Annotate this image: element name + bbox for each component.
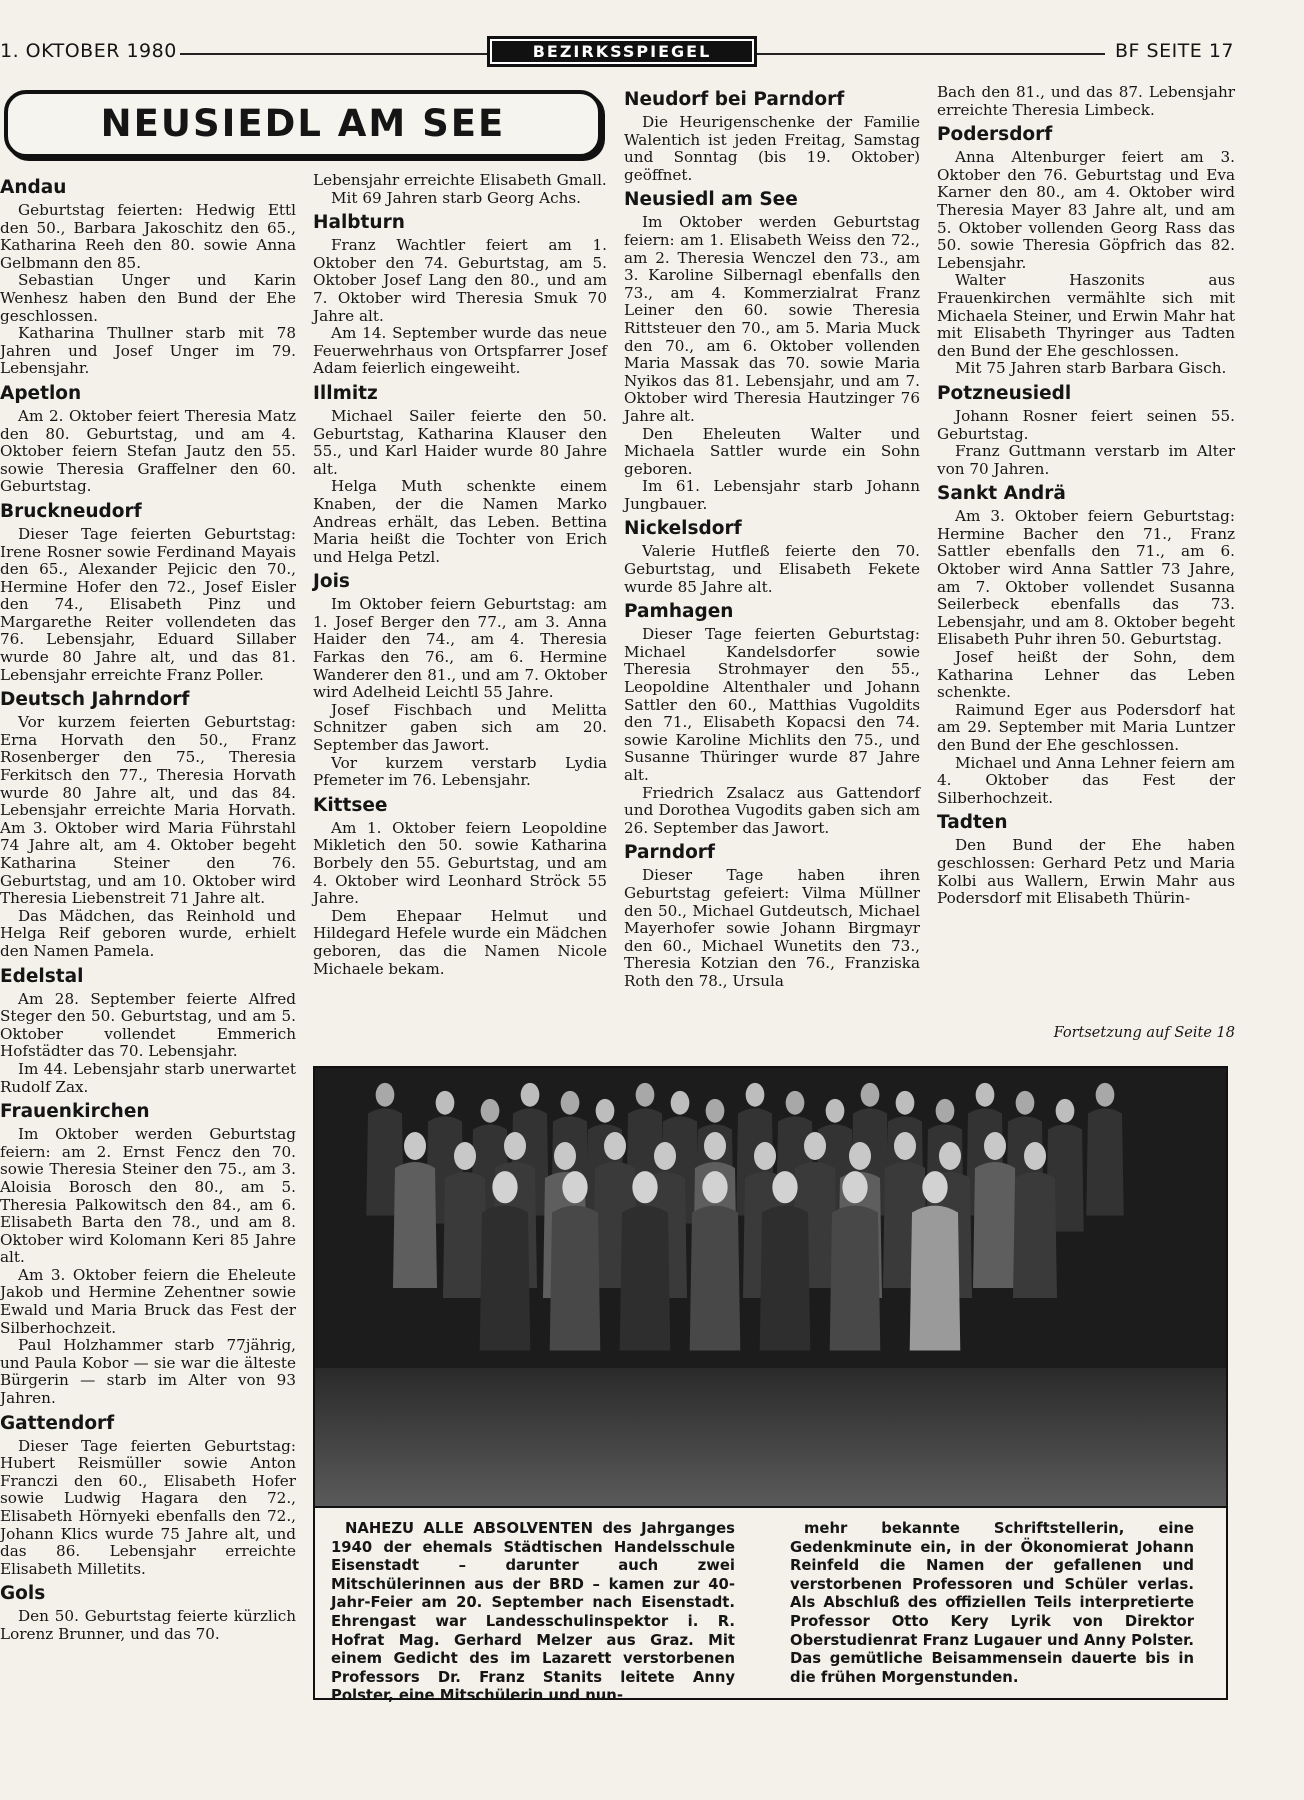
news-paragraph: Sebastian Unger und Karin Wenhesz haben den Bund der Ehe geschlossen. bbox=[0, 271, 296, 325]
place-heading: Podersdorf bbox=[937, 124, 1053, 146]
place-heading: Apetlon bbox=[0, 382, 82, 404]
news-paragraph: Im Oktober werden Geburtstag feiern: am 2. Ernst Fencz den 70. sowie Theresia Steiner den 75., am 3. Aloisia Borosch den 80., am 5. Theresia Palkowitsch den 84., am 6. Elisabeth Barta den 78., und am 8. Oktober wird Kolomann Keri 85 Jahre alt. bbox=[0, 1125, 296, 1267]
news-paragraph: Lebensjahr erreichte Elisabeth Gmall. bbox=[313, 171, 607, 189]
news-paragraph: Dieser Tage feierten Geburtstag: Michael Kandelsdorfer sowie Theresia Strohmayer den 55., Leopoldine Altenthaler und Johann Sattler den 60., Matthias Vugoldits den 71., Elisabeth Kopacsi den 74. sowie Karoline Michlits den 75., und Susanne Thüringer wurde 87 Jahre alt. bbox=[624, 625, 920, 784]
news-paragraph: Paul Holzhammer starb 77jährig, und Paula Kobor — sie war die älteste Bürgerin — starb im Alter von 93 Jahren. bbox=[0, 1336, 296, 1408]
news-paragraph: Am 28. September feierte Alfred Steger den 50. Geburtstag, und am 5. Oktober vollendet Emmerich Hofstädter das 70. Lebensjahr. bbox=[0, 989, 296, 1061]
header-rule-right bbox=[757, 53, 1105, 55]
place-heading: Frauenkirchen bbox=[0, 1101, 150, 1123]
news-paragraph: Den Eheleuten Walter und Michaela Sattler wurde ein Sohn geboren. bbox=[624, 424, 920, 478]
page-number: BF SEITE 17 bbox=[1115, 40, 1234, 62]
news-paragraph: Geburtstag feierten: Hedwig Ettl den 50., Barbara Jakoschitz den 65., Katharina Reeh den 80. sowie Anna Gelbmann den 85. bbox=[0, 201, 296, 272]
news-paragraph: Am 3. Oktober feiern die Eheleute Jakob und Hermine Zehentner sowie Ewald und Maria Bruck das Fest der Silberhochzeit. bbox=[0, 1265, 296, 1337]
group-photo bbox=[313, 1066, 1228, 1508]
section-banner bbox=[487, 36, 757, 67]
news-paragraph: Michael und Anna Lehner feiern am 4. Oktober das Fest der Silberhochzeit. bbox=[937, 753, 1235, 807]
place-heading: Neudorf bei Parndorf bbox=[624, 89, 845, 110]
news-paragraph: Dem Ehepaar Helmut und Hildegard Hefele wurde ein Mädchen geboren, das die Namen Nicole Michaele bekam. bbox=[313, 906, 607, 978]
article-column-3 bbox=[624, 84, 920, 991]
news-paragraph: Vor kurzem feierten Geburtstag: Erna Horvath den 50., Franz Rosenberger den 75., Theresia Ferkitsch den 77., Theresia Horvath wurde 80 Jahre alt, und das 84. Lebensjahr erreichte Maria Horvath. Am 3. Oktober wird Maria Führstahl 74 Jahre alt, am 4. Oktober begeht Katharina Steiner den 76. Geburtstag, und am 10. Oktober wird Theresia Liebenstreit 71 Jahre alt. bbox=[0, 713, 296, 908]
news-paragraph: Helga Muth schenkte einem Knaben, der die Namen Marko Andreas erhält, das Leben. Bettina Maria heißt die Tochter von Erich und Helga Petzl. bbox=[313, 477, 607, 566]
place-heading: Sankt Andrä bbox=[937, 483, 1066, 505]
place-heading: Neusiedl am See bbox=[624, 189, 798, 211]
place-heading: Nickelsdorf bbox=[624, 518, 742, 540]
place-heading: Deutsch Jahrndorf bbox=[0, 689, 190, 711]
news-paragraph: Dieser Tage haben ihren Geburtstag gefeiert: Vilma Müllner den 50., Michael Gutdeutsch, Michael Mayerhofer sowie Johann Birgmayr den 60., Michael Wunetits den 73., Theresia Kotzian den 76., Franziska Roth den 78., Ursula bbox=[624, 866, 920, 990]
issue-date: 1. OKTOBER 1980 bbox=[0, 40, 177, 62]
place-heading: Andau bbox=[0, 177, 67, 198]
news-paragraph: Walter Haszonits aus Frauenkirchen vermählte sich mit Michaela Steiner, und Erwin Mahr hat mit Elisabeth Thyringer aus Tadten den Bund der Ehe geschlossen. bbox=[937, 271, 1235, 360]
group-photo-image bbox=[315, 1068, 1226, 1506]
news-paragraph: Mit 75 Jahren starb Barbara Gisch. bbox=[955, 359, 1227, 378]
caption-right: mehr bekannte Schriftstellerin, eine Gedenkminute ein, in der Ökonomierat Johann Reinfeld die Namen der gefallenen und verstorbenen Professoren und Schüler verlas. Als Abschluß des offiziellen Teils interpretierte Professor Otto Kery Lyrik von Direktor Oberstudienrat Franz Lugauer und Anny Polster. Das gemütliche Beisammensein dauerte bis in die frühen Morgenstunden. bbox=[790, 1520, 1194, 1686]
news-paragraph: Am 1. Oktober feiern Leopoldine Mikletich den 50. sowie Katharina Borbely den 55. Geburtstag, und am 4. Oktober wird Leonhard Ströck 55 Jahre. bbox=[313, 818, 607, 908]
place-heading: Halbturn bbox=[313, 212, 405, 234]
article-column-2 bbox=[313, 172, 607, 978]
place-heading: Parndorf bbox=[624, 842, 715, 864]
place-heading: Potzneusiedl bbox=[937, 382, 1072, 404]
header-rule-left bbox=[180, 53, 487, 55]
news-paragraph: Im 44. Lebensjahr starb unerwartet Rudolf Zax. bbox=[0, 1059, 296, 1096]
news-paragraph: Bach den 81., und das 87. Lebensjahr erreichte Theresia Limbeck. bbox=[937, 83, 1235, 119]
region-title: NEUSIEDL AM SEE bbox=[100, 102, 506, 145]
news-paragraph: Im Oktober werden Geburtstag feiern: am 1. Elisabeth Weiss den 72., am 2. Theresia Wenczel den 73., am 3. Karoline Silbernagl ebenfalls den 73., am 4. Kommerzialrat Franz Leiner den 60. sowie Theresia Rittsteuer den 70., am 5. Maria Muck den 70., am 6. Oktober vollenden Maria Massak das 70. sowie Maria Nyikos das 81. Lebensjahr, und am 7. Oktober wird Theresia Hautzinger 76 Jahre alt. bbox=[624, 213, 920, 425]
news-paragraph: Valerie Hutfleß feierte den 70. Geburtstag, und Elisabeth Fekete wurde 85 Jahre alt. bbox=[624, 542, 920, 596]
place-heading: Kittsee bbox=[313, 794, 388, 816]
section-label: BEZIRKSSPIEGEL bbox=[492, 41, 752, 62]
news-paragraph: Dieser Tage feierten Geburtstag: Hubert Reismüller sowie Anton Franczi den 60., Elisabeth Hofer sowie Ludwig Hagara den 72., Elisabeth Hörnyeki ebenfalls den 72., Johann Klics wurde 75 Jahre alt, und das 86. Lebensjahr erreichte Elisabeth Milletits. bbox=[0, 1436, 296, 1578]
place-heading: Illmitz bbox=[313, 382, 378, 404]
news-paragraph: Das Mädchen, das Reinhold und Helga Reif geboren wurde, erhielt den Namen Pamela. bbox=[0, 906, 296, 960]
article-column-4 bbox=[937, 84, 1235, 908]
news-paragraph: Am 2. Oktober feiert Theresia Matz den 80. Geburtstag, und am 4. Oktober feiern Stefan Jautz den 55. sowie Theresia Graffelner den 60. Geburtstag. bbox=[0, 406, 296, 496]
news-paragraph: Michael Sailer feierte den 50. Geburtstag, Katharina Klauser den 55., und Karl Haider wurde 80 Jahre alt. bbox=[313, 406, 607, 478]
continuation-note: Fortsetzung auf Seite 18 bbox=[1053, 1025, 1235, 1041]
place-heading: Gols bbox=[0, 1583, 46, 1605]
place-heading: Edelstal bbox=[0, 965, 84, 987]
news-paragraph: Raimund Eger aus Podersdorf hat am 29. September mit Maria Luntzer den Bund der Ehe geschlossen. bbox=[937, 700, 1235, 754]
region-title-box bbox=[4, 90, 602, 158]
news-paragraph: Vor kurzem verstarb Lydia Pfemeter im 76. Lebensjahr. bbox=[313, 753, 607, 790]
news-paragraph: Johann Rosner feiert seinen 55. Geburtstag. bbox=[937, 406, 1235, 443]
news-paragraph: Dieser Tage feierten Geburtstag: Irene Rosner sowie Ferdinand Mayais den 65., Alexander Pejicic den 70., Hermine Hofer den 72., Josef Eisler den 74., Elisabeth Pinz und Margarethe Reiter vollendeten das 76. Lebensjahr, Eduard Sillaber wurde 80 Jahre alt, und das 81. Lebensjahr erreichte Franz Poller. bbox=[0, 524, 296, 684]
place-heading: Jois bbox=[313, 571, 350, 593]
place-heading: Gattendorf bbox=[0, 1412, 115, 1434]
news-paragraph: Josef Fischbach und Melitta Schnitzer gaben sich am 20. September das Jawort. bbox=[313, 700, 607, 755]
caption-left: NAHEZU ALLE ABSOLVENTEN des Jahrganges 1940 der ehemals Städtischen Handelsschule Eisenstadt – darunter auch zwei Mitschülerinnen aus der BRD – kamen zur 40-Jahr-Feier am 20. September nach Eisenstadt. Ehrengast war Landesschulinspektor i. R. Hofrat Mag. Gerhard Melzer aus Graz. Mit einem Gedicht des im Lazarett verstorbenen Professors Dr. Franz Stanits leitete Anny Polster, eine Mitschülerin und nun- bbox=[331, 1520, 735, 1705]
article-column-1 bbox=[0, 172, 296, 1644]
news-paragraph: Franz Wachtler feiert am 1. Oktober den 74. Geburtstag, am 5. Oktober Josef Lang den 80., und am 7. Oktober wird Theresia Smuk 70 Jahre alt. bbox=[313, 236, 607, 325]
place-heading: Pamhagen bbox=[624, 601, 734, 623]
news-paragraph: Anna Altenburger feiert am 3. Oktober den 76. Geburtstag und Eva Karner den 80., am 4. Oktober wird Theresia Mayer 83 Jahre alt, und am 5. Oktober vollenden Georg Rass das 50. sowie Theresia Göpfrich das 82. Lebensjahr. bbox=[937, 148, 1235, 272]
news-paragraph: Den 50. Geburtstag feierte kürzlich Lorenz Brunner, und das 70. bbox=[0, 1607, 296, 1643]
place-heading: Bruckneudorf bbox=[0, 500, 142, 522]
news-paragraph: Katharina Thullner starb mit 78 Jahren und Josef Unger im 79. Lebensjahr. bbox=[0, 324, 296, 378]
news-paragraph: Die Heurigenschenke der Familie Walentich ist jeden Freitag, Samstag und Sonntag (bis 19. Oktober) geöffnet. bbox=[624, 113, 920, 184]
place-heading: Tadten bbox=[937, 812, 1008, 834]
news-paragraph: Den Bund der Ehe haben geschlossen: Gerhard Petz und Maria Kolbi aus Wallern, Erwin Mahr aus Podersdorf mit Elisabeth Thürin- bbox=[937, 836, 1235, 908]
news-paragraph: Am 14. September wurde das neue Feuerwehrhaus von Ortspfarrer Josef Adam feierlich eingeweiht. bbox=[313, 324, 607, 378]
news-paragraph: Mit 69 Jahren starb Georg Achs. bbox=[331, 188, 581, 207]
news-paragraph: Franz Guttmann verstarb im Alter von 70 Jahren. bbox=[937, 442, 1235, 478]
news-paragraph: Josef heißt der Sohn, dem Katharina Lehner das Leben schenkte. bbox=[937, 648, 1235, 702]
photo-caption bbox=[313, 1508, 1228, 1705]
news-paragraph: Im 61. Lebensjahr starb Johann Jungbauer. bbox=[624, 477, 920, 513]
news-paragraph: Am 3. Oktober feiern Geburtstag: Hermine Bacher den 71., Franz Sattler ebenfalls den 71., am 6. Oktober wird Anna Sattler 73 Jahre, am 7. Oktober vollendet Susanna Seilerbeck ebenfalls das 73. Lebensjahr, und am 8. Oktober begeht Elisabeth Puhr ihren 50. Geburtstag. bbox=[937, 507, 1235, 649]
news-paragraph: Friedrich Zsalacz aus Gattendorf und Dorothea Vugodits gaben sich am 26. September das Jawort. bbox=[624, 783, 920, 837]
news-paragraph: Im Oktober feiern Geburtstag: am 1. Josef Berger den 77., am 3. Anna Haider den 74., am 4. Theresia Farkas den 76., am 6. Hermine Wanderer den 81., und am 7. Oktober wird Adelheid Leichtl 55 Jahre. bbox=[313, 595, 607, 702]
